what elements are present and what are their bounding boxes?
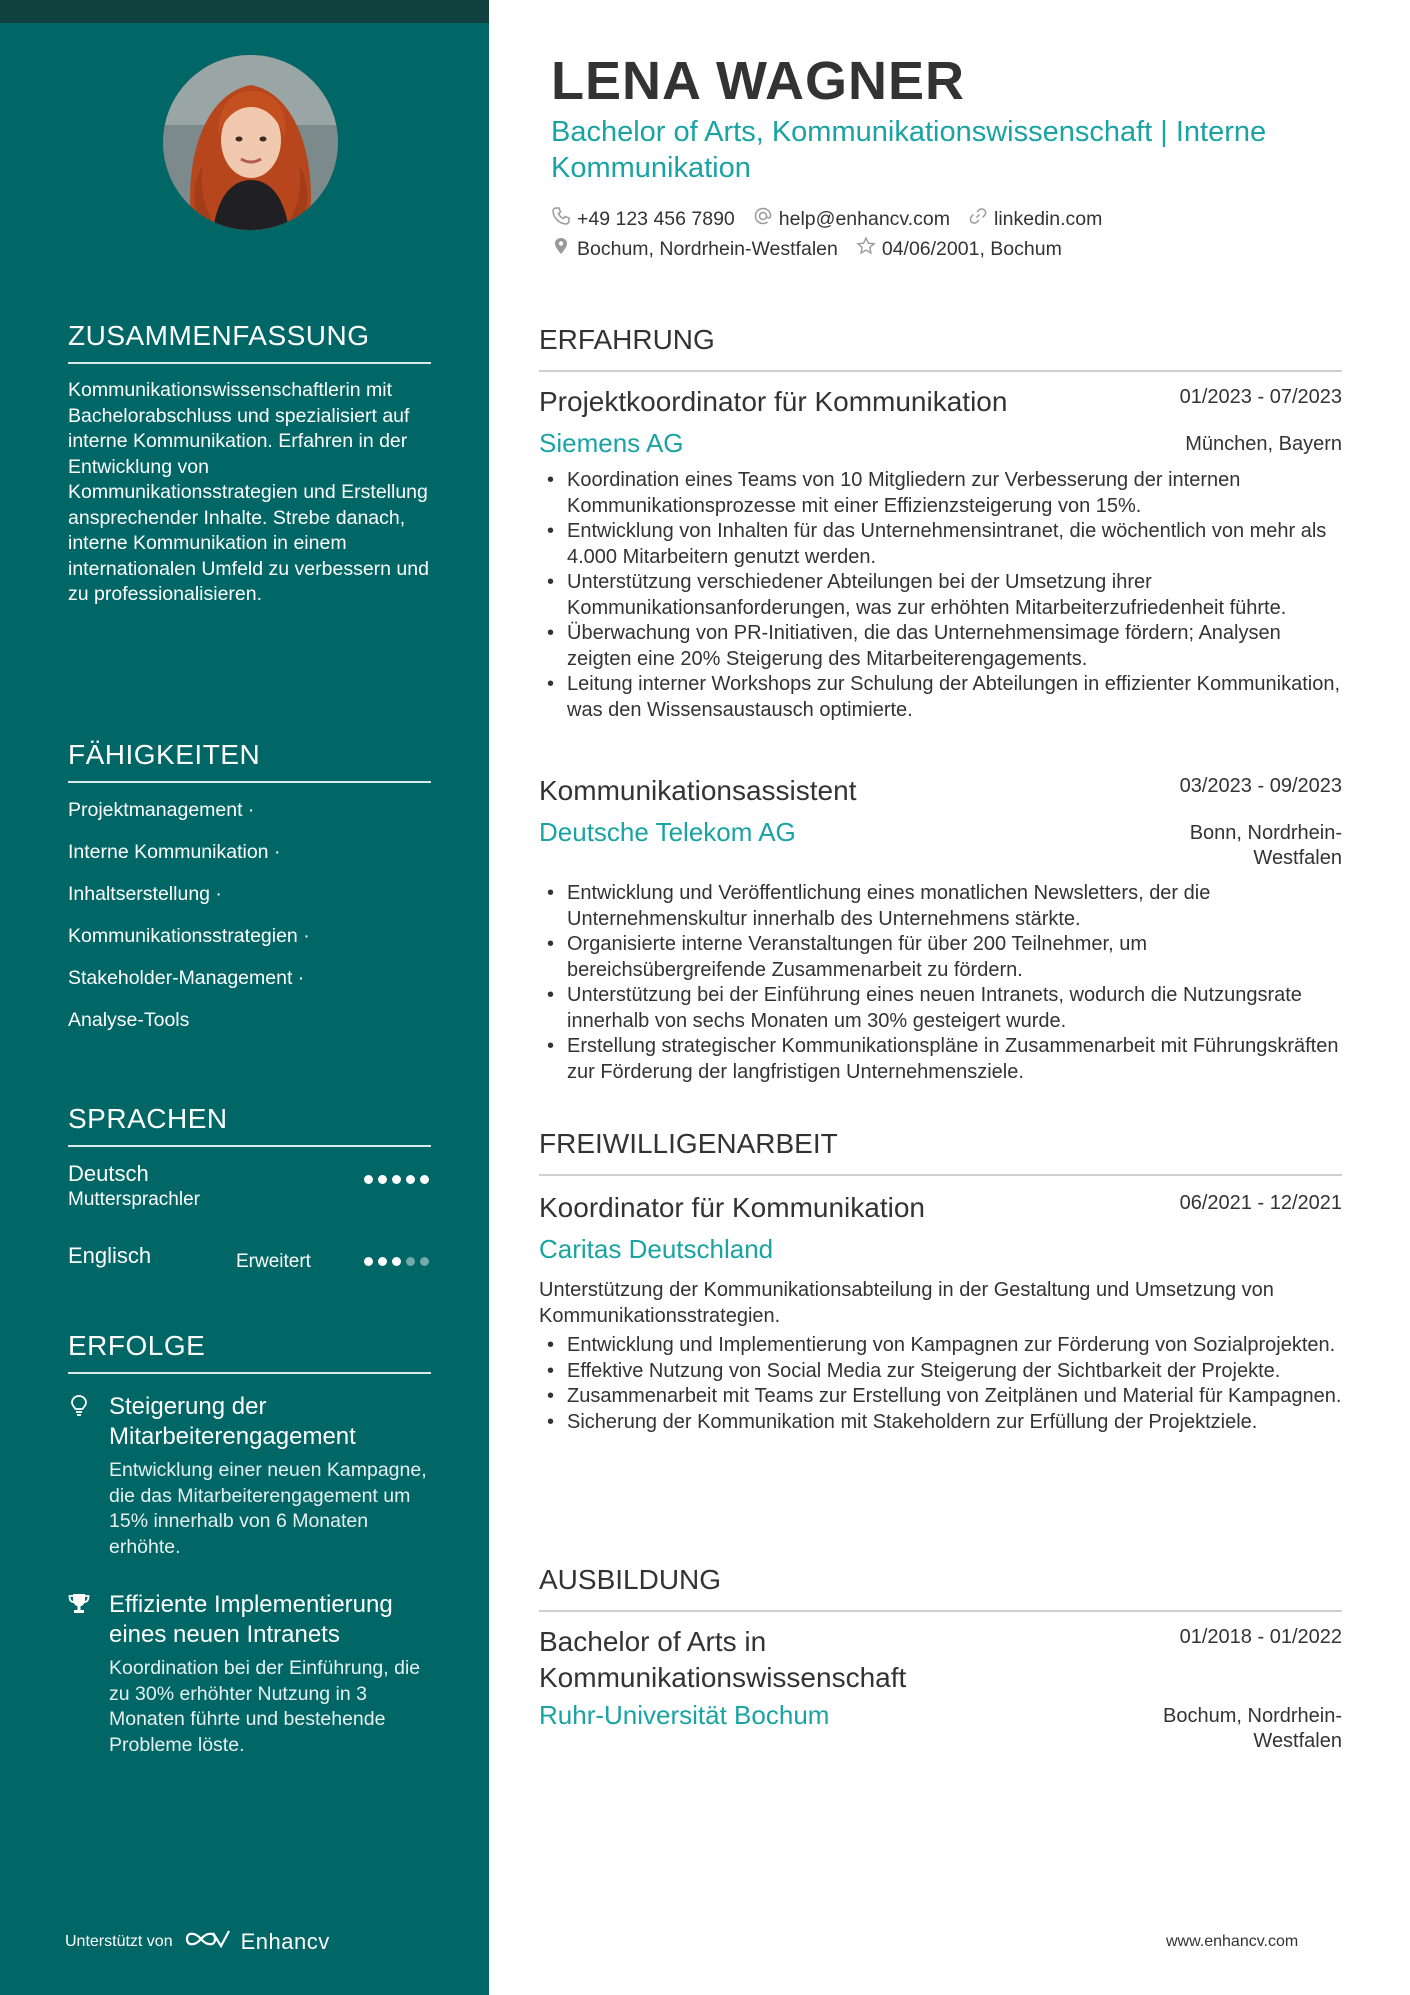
summary-title: ZUSAMMENFASSUNG xyxy=(68,320,431,364)
bullet-item: • Unterstützung verschiedener Abteilungen bei der Umsetzung ihrer Kommunikationsanforderungen, was zur erhöhten Mitarbeiterzufriedenheit führte. xyxy=(539,570,1342,621)
achievement-title: Steigerung der Mitarbeiterengagement xyxy=(109,1393,356,1450)
link-icon xyxy=(968,206,988,232)
volunteer-bullets xyxy=(539,1333,1342,1435)
language-rating xyxy=(364,1257,429,1266)
summary-section xyxy=(68,320,431,608)
trophy-icon xyxy=(68,1592,90,1616)
languages-title: SPRACHEN xyxy=(68,1103,431,1147)
rating-dot xyxy=(420,1175,429,1184)
job-role: Projektkoordinator für Kommunikation xyxy=(539,386,1008,417)
language-level: Muttersprachler xyxy=(68,1189,200,1210)
skill-item: Stakeholder-Management · xyxy=(68,967,305,989)
bullet-item: • Erstellung strategischer Kommunikationspläne in Zusammenarbeit mit Führungskräften zur Förderung der langfristigen Unternehmensziele. xyxy=(539,1034,1342,1085)
map-pin-icon xyxy=(551,236,571,262)
job-bullets xyxy=(539,468,1342,723)
phone-text: +49 123 456 7890 xyxy=(577,207,735,230)
at-icon xyxy=(753,206,773,232)
job-location: München, Bayern xyxy=(1185,433,1342,455)
education-location-line: Bochum, Nordrhein- xyxy=(1163,1705,1342,1727)
university-name: Ruhr-Universität Bochum xyxy=(539,1700,830,1730)
skill-item: Inhaltserstellung · xyxy=(68,883,222,905)
volunteer-date: 06/2021 - 12/2021 xyxy=(1179,1192,1342,1214)
bullet-item: • Überwachung von PR-Initiativen, die das Unternehmensimage fördern; Analysen zeigten eine 20% Steigerung des Mitarbeiterengagements. xyxy=(539,621,1342,672)
volunteer-role: Koordinator für Kommunikation xyxy=(539,1192,925,1223)
phone-contact[interactable] xyxy=(551,206,735,232)
enhancv-logo-icon xyxy=(183,1927,231,1956)
rating-dot xyxy=(364,1175,373,1184)
achievement-desc: Entwicklung einer neuen Kampagne, die das Mitarbeiterengagement um 15% innerhalb von 6 Monaten erhöhte. xyxy=(109,1459,427,1558)
powered-label: Unterstützt von xyxy=(65,1932,173,1950)
email-contact[interactable] xyxy=(753,206,950,232)
language-name: Englisch xyxy=(68,1243,152,1268)
language-row xyxy=(68,1161,431,1243)
achievement-title: Effiziente Implementierung eines neuen Intranets xyxy=(109,1591,393,1648)
summary-text: Kommunikationswissenschaftlerin mit Bachelorabschluss und spezialisiert auf interne Kommunikation. Erfahren in der Entwicklung von Kommunikationsstrategien und Erstellung ansprechender Inhalte. Strebe danach, interne Kommunikation in einem internationalen Umfeld zu verbessern und zu professionalisieren. xyxy=(68,379,429,605)
volunteer-title: FREIWILLIGENARBEIT xyxy=(539,1128,1342,1176)
birth-text: 04/06/2001, Bochum xyxy=(881,237,1062,260)
skill-item: Projektmanagement · xyxy=(68,799,255,821)
bullet-item: • Entwicklung von Inhalten für das Unternehmensintranet, die wöchentlich von mehr als 4.000 Mitarbeitern genutzt werden. xyxy=(539,519,1342,570)
job-role: Kommunikationsassistent xyxy=(539,775,857,806)
achievement-item xyxy=(68,1392,431,1560)
location-text: Bochum, Nordrhein-Westfalen xyxy=(577,237,838,260)
education-entry xyxy=(539,1624,1342,1760)
volunteer-entry xyxy=(539,1190,1342,1435)
degree-name: Bachelor of Arts in Kommunikationswissenschaft xyxy=(539,1626,907,1693)
language-row xyxy=(68,1243,431,1303)
rating-dot xyxy=(406,1175,415,1184)
skills-title: FÄHIGKEITEN xyxy=(68,739,431,783)
rating-dot xyxy=(364,1257,373,1266)
bullet-item: • Effektive Nutzung von Social Media zur Steigerung der Sichtbarkeit der Projekte. xyxy=(539,1359,1342,1385)
language-rating xyxy=(364,1175,429,1184)
avatar-photo xyxy=(163,55,338,230)
experience-entry xyxy=(539,773,1342,1085)
bullet-item: • Koordination eines Teams von 10 Mitgliedern zur Verbesserung der internen Kommunikationsprozesse mit einer Effizienzsteigerung von 15%. xyxy=(539,468,1342,519)
education-title: AUSBILDUNG xyxy=(539,1564,1342,1612)
skill-item: Interne Kommunikation · xyxy=(68,841,281,863)
sidebar-top-bar xyxy=(0,0,489,23)
contact-info xyxy=(551,204,1331,264)
bullet-item: • Entwicklung und Veröffentlichung eines monatlichen Newsletters, der die Unternehmenskultur innerhalb des Unternehmens stärkte. xyxy=(539,881,1342,932)
bullet-item: • Organisierte interne Veranstaltungen für über 200 Teilnehmer, um bereichsübergreifende Zusammenarbeit zu fördern. xyxy=(539,932,1342,983)
language-level: Erweitert xyxy=(236,1251,311,1272)
skill-item: Kommunikationsstrategien · xyxy=(68,925,310,947)
sidebar xyxy=(0,0,489,1995)
rating-dot xyxy=(392,1257,401,1266)
experience-title: ERFAHRUNG xyxy=(539,324,1342,372)
star-icon xyxy=(856,236,876,262)
achievement-item xyxy=(68,1590,431,1758)
company-name: Siemens AG xyxy=(539,428,684,458)
rating-dot xyxy=(378,1257,387,1266)
skills-list xyxy=(68,789,431,1041)
rating-dot xyxy=(392,1175,401,1184)
languages-section xyxy=(68,1103,431,1303)
job-date: 03/2023 - 09/2023 xyxy=(1179,775,1342,797)
linkedin-text: linkedin.com xyxy=(993,207,1103,230)
education-date: 01/2018 - 01/2022 xyxy=(1179,1626,1342,1648)
birth-contact xyxy=(856,236,1062,262)
bullet-item: • Entwicklung und Implementierung von Kampagnen zur Förderung von Sozialprojekten. xyxy=(539,1333,1342,1359)
bullet-item: • Leitung interner Workshops zur Schulung der Abteilungen in effizienter Kommunikation, was den Wissensaustausch optimierte. xyxy=(539,672,1342,723)
phone-icon xyxy=(551,206,571,232)
volunteer-desc: Unterstützung der Kommunikationsabteilung in der Gestaltung und Umsetzung von Kommunikationsstrategien. xyxy=(539,1279,1274,1327)
organization-name: Caritas Deutschland xyxy=(539,1234,774,1264)
powered-by xyxy=(65,1927,330,1956)
achievement-desc: Koordination bei der Einführung, die zu 30% erhöhter Nutzung in 3 Monaten führte und bestehende Probleme löste. xyxy=(109,1657,421,1756)
achievements-title: ERFOLGE xyxy=(68,1330,431,1374)
skills-section xyxy=(68,739,431,1041)
job-location-line: Westfalen xyxy=(1253,847,1342,869)
job-bullets xyxy=(539,881,1342,1085)
rating-dot xyxy=(378,1175,387,1184)
skill-item: Analyse-Tools xyxy=(68,1009,190,1031)
avatar xyxy=(163,55,338,230)
candidate-name: LENA WAGNER xyxy=(551,51,965,111)
bullet-item: • Zusammenarbeit mit Teams zur Erstellung von Zeitplänen und Material für Kampagnen. xyxy=(539,1384,1342,1410)
linkedin-contact[interactable] xyxy=(968,206,1102,232)
company-name: Deutsche Telekom AG xyxy=(539,817,796,847)
email-text: help@enhancv.com xyxy=(778,207,950,230)
job-location-line: Bonn, Nordrhein- xyxy=(1189,822,1342,844)
education-location-line: Westfalen xyxy=(1253,1730,1342,1752)
education-location xyxy=(1163,1704,1342,1754)
experience-entry xyxy=(539,384,1342,723)
rating-dot xyxy=(420,1257,429,1266)
achievements-section xyxy=(68,1330,431,1758)
powered-brand: Enhancv xyxy=(240,1928,330,1954)
footer-url[interactable]: www.enhancv.com xyxy=(1166,1933,1299,1950)
job-location xyxy=(1190,821,1342,871)
rating-dot xyxy=(406,1257,415,1266)
language-name: Deutsch xyxy=(68,1161,149,1186)
bullet-item: • Unterstützung bei der Einführung eines neuen Intranets, wodurch die Nutzungsrate innerhalb von sechs Monaten um 30% gesteigert wurde. xyxy=(539,983,1342,1034)
lightbulb-icon xyxy=(68,1394,90,1418)
bullet-item: • Sicherung der Kommunikation mit Stakeholdern zur Erfüllung der Projektziele. xyxy=(539,1410,1342,1436)
job-date: 01/2023 - 07/2023 xyxy=(1179,386,1342,408)
location-contact xyxy=(551,236,838,262)
headline: Bachelor of Arts, Kommunikationswissenschaft | Interne Kommunikation xyxy=(551,116,1267,184)
